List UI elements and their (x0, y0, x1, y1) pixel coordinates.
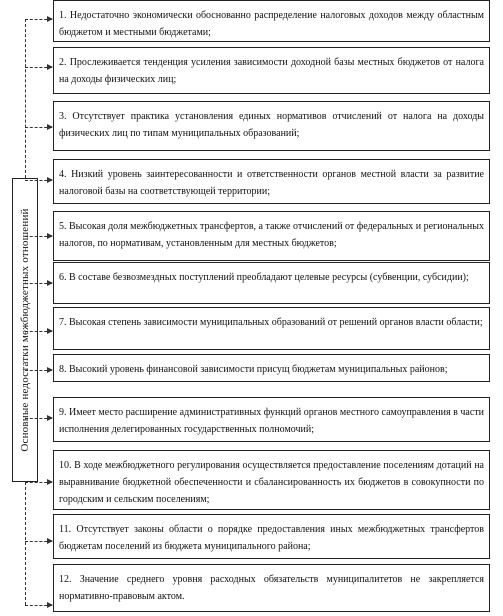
item-box-2 (53, 47, 490, 94)
connector-arrow (25, 331, 52, 332)
item-box-7 (53, 307, 490, 350)
connector-arrow (25, 370, 52, 371)
item-text: 8. Высокий уровень финансовой зависимости присущ бюджетам муниципальных районов; (59, 364, 448, 375)
item-text: 11. Отсутствует законы области о порядке предоставления иных межбюджетных трансфертов бюджетам поселений из бюджета муниципального района; (59, 524, 484, 552)
item-text: 3. Отсутствует практика установления единых нормативов отчислений от налога на доходы физических лиц по типам муниципальных образований; (59, 111, 484, 139)
item-box-11 (53, 514, 490, 559)
item-box-9 (53, 397, 490, 442)
item-box-5 (53, 211, 490, 261)
item-box-10 (53, 450, 490, 510)
connector-arrow (25, 283, 52, 284)
connector-arrow (25, 236, 52, 237)
item-box-12 (53, 564, 490, 612)
connector-arrow (25, 482, 52, 483)
connector-arrow (25, 605, 52, 606)
item-box-3 (53, 101, 490, 151)
item-text: 9. Имеет место расширение административных функций органов местного самоуправления в части исполнения делегированных государственных полномочий; (59, 407, 484, 435)
item-text: 2. Прослеживается тенденция усиления зависимости доходной базы местных бюджетов от налога на доходы физических лиц; (59, 57, 484, 85)
dashed-spine-bottom (25, 482, 26, 605)
connector-arrow (25, 67, 52, 68)
item-text: 6. В составе безвозмездных поступлений преобладают целевые ресурсы (субвенции, субсидии); (59, 272, 469, 283)
connector-arrow (25, 19, 52, 20)
item-text: 10. В ходе межбюджетного регулирования осуществляется предоставление поселениям дотаций на выравнивание бюджетной обеспеченности и сбалансированность их бюджетов в совокупности по городским и сельским поселениям; (59, 460, 484, 505)
item-text: 5. Высокая доля межбюджетных трансфертов, а также отчислений от федеральных и региональных налогов, по нормативам, установленным для местных бюджетов; (59, 221, 484, 249)
item-box-1 (53, 0, 490, 42)
main-topic-box (12, 178, 38, 482)
item-text: 1. Недостаточно экономически обоснованно распределение налоговых доходов между областным бюджетом и местными бюджетами; (59, 10, 484, 38)
dashed-spine-top (25, 19, 26, 178)
item-text: 4. Низкий уровень заинтересованности и ответственности органов местной власти за развитие налоговой базы на соответствующей территории; (59, 169, 484, 197)
main-topic-label: Основные недостатки межбюджетных отношений (19, 208, 31, 452)
connector-arrow (25, 418, 52, 419)
item-box-6 (53, 262, 490, 304)
item-text: 12. Значение среднего уровня расходных обязательств муниципалитетов не закрепляется нормативно-правовым актом. (59, 574, 484, 602)
connector-arrow (25, 541, 52, 542)
connector-arrow (25, 127, 52, 128)
item-box-8 (53, 354, 490, 382)
item-box-4 (53, 159, 490, 204)
connector-arrow (25, 180, 52, 181)
item-text: 7. Высокая степень зависимости муниципальных образований от решений органов власти области; (59, 317, 483, 328)
